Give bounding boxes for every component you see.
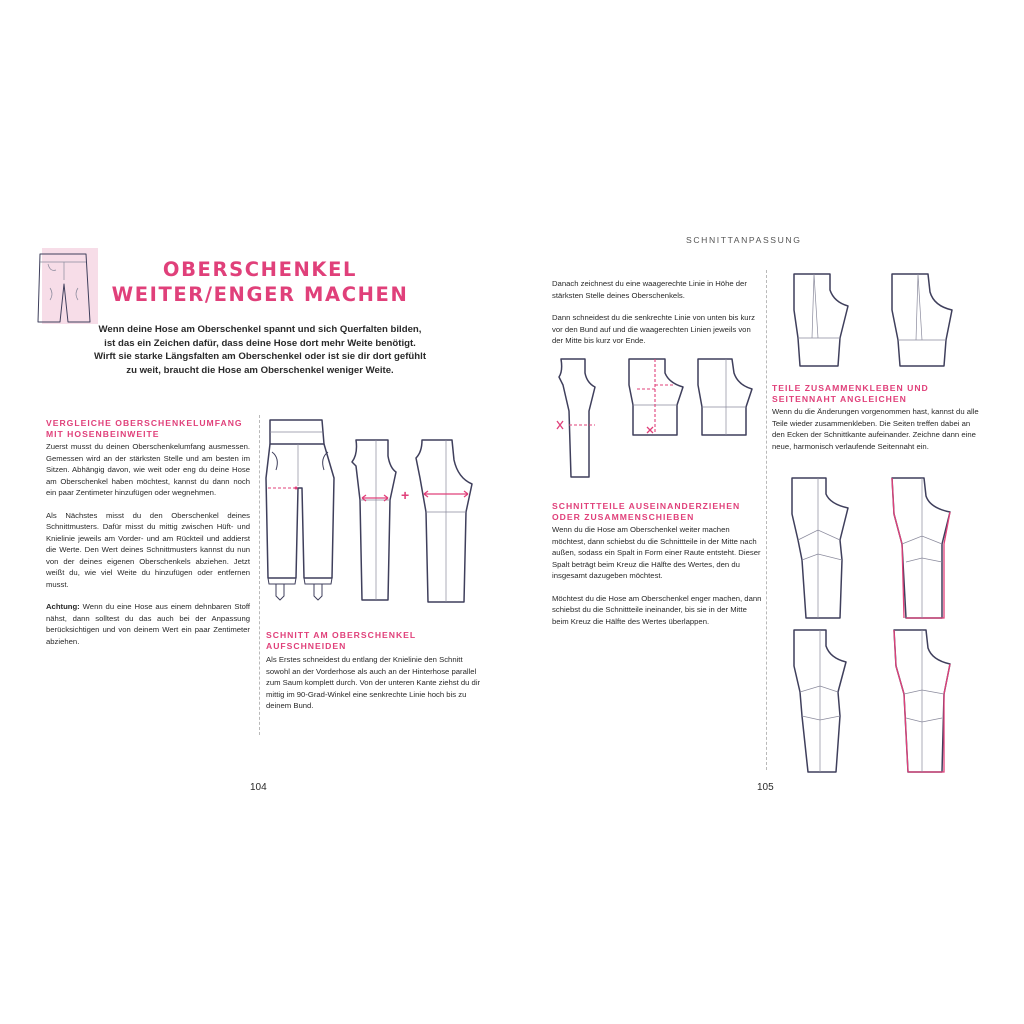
trousers-thigh-icon: [28, 248, 100, 326]
front-pattern-piece: [350, 436, 400, 602]
title-line-2: WEITER/ENGER MACHEN: [111, 283, 409, 306]
back-pattern-piece: [414, 438, 476, 604]
plus-sign: +: [401, 487, 410, 503]
section-heading-compare: VERGLEICHE OBERSCHENKELUMFANG MIT HOSENBEINWEITE: [46, 418, 243, 439]
page-number-right: 105: [757, 782, 774, 793]
section-heading-cut: SCHNITT AM OBERSCHENKEL AUFSCHNEIDEN: [266, 630, 417, 651]
column-divider-left: [259, 415, 260, 735]
pants-thigh-measure-illustration: [262, 418, 342, 608]
cut-lines-back-piece: [694, 355, 758, 437]
intro-text: Wenn deine Hose am Oberschenkel spannt und sich Querfalten bilden, ist das ein Zeichen dafür, dass deine Hose dort mehr Weite benötigt. Wirft sie starke Längsfalten am Oberschenkel oder ist sie dir dort gefühlt zu weit, braucht die Hose am Oberschenkel weniger Weite.: [93, 324, 427, 376]
section-heading-spread: SCHNITTTEILE AUSEINANDERZIEHEN ODER ZUSAMMENSCHIEBEN: [552, 501, 741, 522]
column-divider-right: [766, 270, 767, 770]
spread-back-piece: [888, 270, 960, 370]
page-number-left: 104: [250, 782, 267, 793]
widened-back-piece-pink: [884, 474, 958, 620]
narrowed-front-piece: [790, 626, 860, 774]
cut-lines-middle-piece: [625, 355, 689, 437]
section-heading-glue: TEILE ZUSAMMENKLEBEN UND SEITENNAHT ANGLEICHEN: [772, 383, 929, 404]
right-intro-text: Danach zeichnest du eine waagerechte Linie in Höhe der stärksten Stelle deines Oberschenkels. Dann schneidest du die senkrechte Linie von unten bis kurz vor den Bund auf und die waagerechten Linien jeweils von der Mitte bis kurz vor Ende.: [552, 279, 755, 345]
cut-lines-front-piece: [555, 355, 605, 480]
section-body-glue: Wenn du die Änderungen vorgenommen hast, kannst du alle Teile wieder zusammenkleben. Die Seiten treffen dabei an den Ecken der Schnittkante aufeinander. Zeichne dann eine neue, harmonisch verlaufende Seitennaht ein.: [772, 407, 979, 451]
spread-front-piece: [790, 270, 852, 370]
section-body-spread: Wenn du die Hose am Oberschenkel weiter machen möchtest, dann schiebst du die Schnittteile in der Mitte nach außen, sodass ein Spalt in Form einer Raute entsteht. Dieser Spalt beträgt beim Kreuz die Hälfte des Wertes, den du insgesamt dazugeben möchtest. Möchtest du die Hose am Oberschenkel enger machen, dann schiebst du die Schnittteile ineinander, bis sie in der Mitte beim Kreuz die Hälfte des Wertes überlappen.: [552, 525, 762, 626]
title-line-1: OBERSCHENKEL: [162, 258, 358, 281]
section-body-cut: Als Erstes schneidest du entlang der Knielinie den Schnitt sowohl an der Vorderhose als auch an der Hinterhose parallel zum Saum komplett durch. Von der unteren Kante ziehst du dir mittig im 90-Grad-Winkel eine senkrechte Linie hoch bis zu deinem Bund.: [266, 655, 481, 710]
narrowed-back-piece-pink: [888, 626, 958, 774]
running-header: SCHNITTANPASSUNG: [686, 235, 802, 245]
widened-front-piece: [788, 474, 858, 620]
section-body-compare: Zuerst musst du deinen Oberschenkelumfang ausmessen. Gemessen wird an der stärksten Stelle und am besten im Sitzen. Abhängig davon, wie weit oder eng du deine Hose am Oberschenkel haben möchtest, kannst du dann noch ein paar Zentimeter hinzufügen oder wegnehmen. Als Nächstes misst du den Oberschenkel deines Schnittmusters. Dafür misst du mittig zwischen Hüft- und Knielinie jeweils am Vorder- und am Rückteil und addierst die Werte. Den Wert deines Schnittmusters kannst du nun von der deines eigenen Oberschenkels abziehen. Jetzt weißt du, wie viel Weite du hinzufügen oder entfernen musst. Achtung: Wenn du eine Hose aus einem dehnbaren Stoff nähst, dann solltest du das auch bei der Anpassung berücksichtigen und von deinem Wert ein paar Zentimeter abziehen.: [46, 442, 250, 646]
